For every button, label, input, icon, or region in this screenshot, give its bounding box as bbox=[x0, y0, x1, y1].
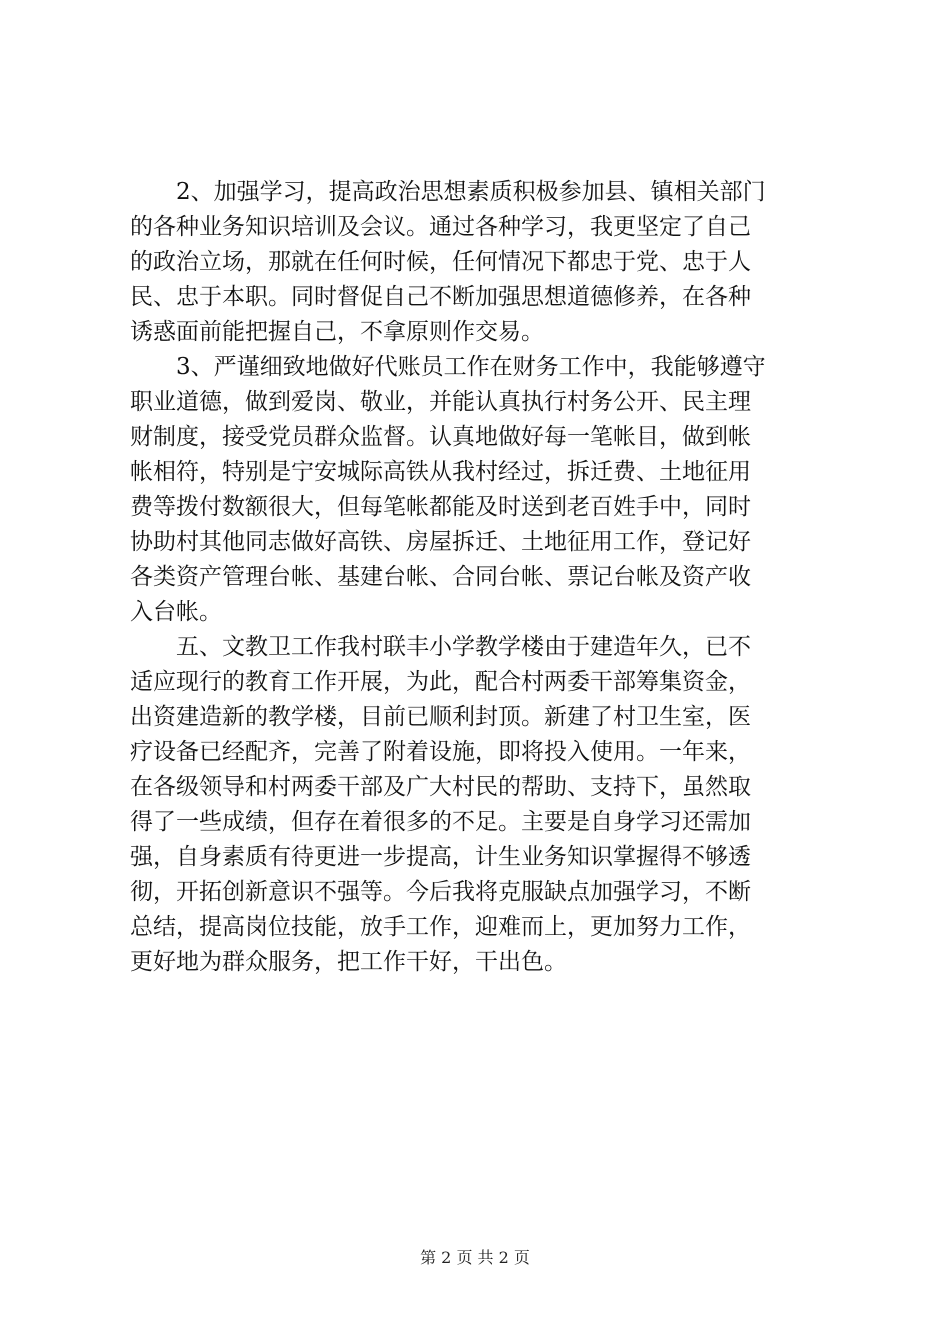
body-text bbox=[130, 175, 830, 980]
text-line: 的各种业务知识培训及会议。通过各种学习，我更坚定了自己 bbox=[130, 214, 751, 240]
text-line: 彻，开拓创新意识不强等。今后我将克服缺点加强学习，不断 bbox=[130, 879, 751, 905]
text-line: 民、忠于本职。同时督促自己不断加强思想道德修养，在各种 bbox=[130, 284, 751, 310]
text-line: 更好地为群众服务，把工作干好，干出色。 bbox=[130, 949, 567, 975]
page-number: 第 2 页 共 2 页 bbox=[420, 1248, 530, 1267]
text-line: 的政治立场，那就在任何时候，任何情况下都忠于党、忠于人 bbox=[130, 249, 751, 275]
text-line: 帐相符，特别是宁安城际高铁从我村经过，拆迁费、土地征用 bbox=[130, 459, 751, 485]
text-line: 疗设备已经配齐，完善了附着设施，即将投入使用。一年来， bbox=[130, 739, 751, 765]
text-line: 得了一些成绩，但存在着很多的不足。主要是自身学习还需加 bbox=[130, 809, 751, 835]
text-line: 各类资产管理台帐、基建台帐、合同台帐、票记台帐及资产收 bbox=[130, 564, 751, 590]
text-line: 3、严谨细致地做好代账员工作在财务工作中，我能够遵守 bbox=[130, 354, 766, 380]
text-line: 入台帐。 bbox=[130, 599, 222, 625]
text-line: 协助村其他同志做好高铁、房屋拆迁、土地征用工作，登记好 bbox=[130, 529, 751, 555]
text-line: 费等拨付数额很大，但每笔帐都能及时送到老百姓手中，同时 bbox=[130, 494, 751, 520]
text-line: 在各级领导和村两委干部及广大村民的帮助、支持下，虽然取 bbox=[130, 774, 751, 800]
text-line: 财制度，接受党员群众监督。认真地做好每一笔帐目，做到帐 bbox=[130, 424, 751, 450]
text-line: 五、文教卫工作我村联丰小学教学楼由于建造年久，已不 bbox=[130, 634, 751, 660]
text-line: 职业道德，做到爱岗、敬业，并能认真执行村务公开、民主理 bbox=[130, 389, 751, 415]
text-line: 适应现行的教育工作开展，为此，配合村两委干部筹集资金， bbox=[130, 669, 751, 695]
text-line: 总结，提高岗位技能，放手工作，迎难而上，更加努力工作， bbox=[130, 914, 751, 940]
page-footer bbox=[0, 1245, 950, 1268]
text-line: 出资建造新的教学楼，目前已顺利封顶。新建了村卫生室，医 bbox=[130, 704, 751, 730]
text-line: 强，自身素质有待更进一步提高，计生业务知识掌握得不够透 bbox=[130, 844, 751, 870]
text-line: 2、加强学习，提高政治思想素质积极参加县、镇相关部门 bbox=[130, 179, 766, 205]
text-line: 诱惑面前能把握自己，不拿原则作交易。 bbox=[130, 319, 544, 345]
